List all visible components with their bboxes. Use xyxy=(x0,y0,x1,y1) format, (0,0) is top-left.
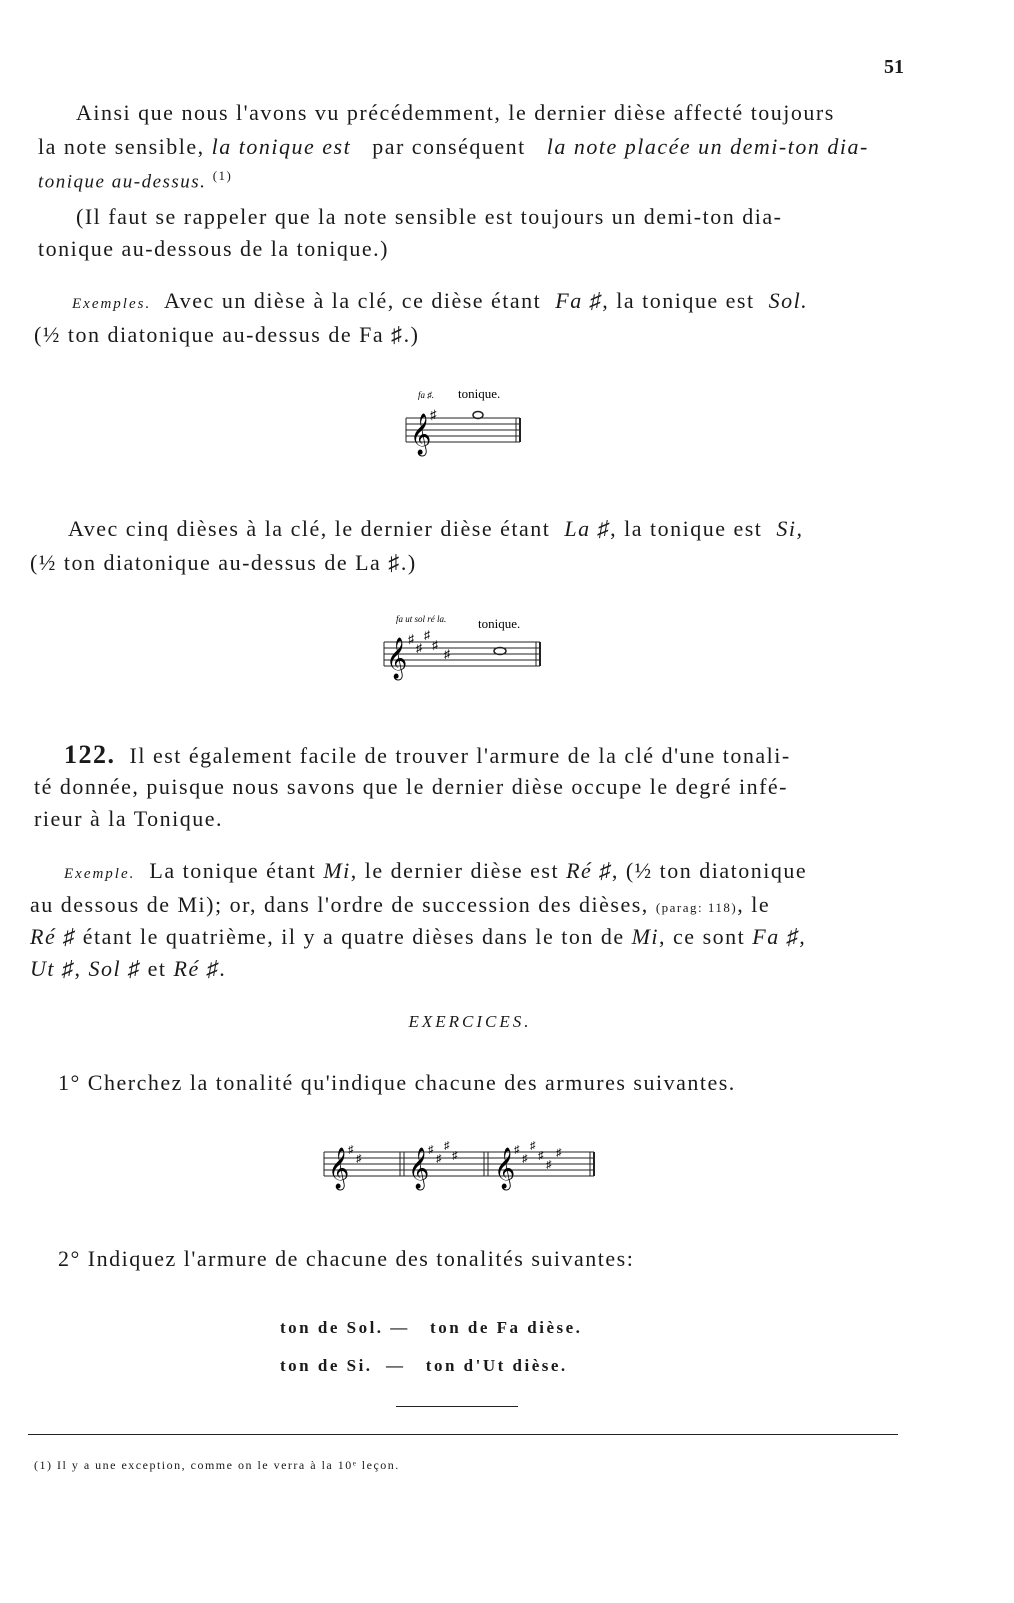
key-exercise-row: ton de Sol. — ton de Fa dièse. xyxy=(280,1318,583,1337)
tonic-label: tonique. xyxy=(478,616,521,631)
treble-clef-icon: 𝄞 xyxy=(408,1148,430,1188)
example-label: Exemple. xyxy=(64,866,136,882)
key-exercise-row: ton de Si. — ton d'Ut dièse. xyxy=(280,1356,568,1375)
sharp-icon: ♯ xyxy=(432,638,438,652)
example-label: Exemples. xyxy=(72,296,152,312)
music-staff-example-2 xyxy=(378,608,548,688)
sharp-icon: ♯ xyxy=(424,628,430,642)
sharp-icon: ♯ xyxy=(444,1140,450,1152)
text-line: tonique au-dessus. $^{(1)}$ xyxy=(38,168,233,193)
sharp-icon: ♯ xyxy=(408,632,414,646)
sharp-icon: ♯ xyxy=(444,647,450,661)
footnote: (1) Il y a une exception, comme on le verra à la 10ᵉ leçon. xyxy=(34,1458,400,1472)
footnote-ref: (1) xyxy=(212,168,233,183)
text-line: la note sensible, la tonique est par conséquent la note placée un demi-ton dia- xyxy=(38,134,869,159)
text-line: Ré ♯ étant le quatrième, il y a quatre dièses dans le ton de Mi, ce sont Fa ♯, xyxy=(30,924,807,949)
text-line: (Il faut se rappeler que la note sensible est toujours un demi-ton dia- xyxy=(76,204,783,229)
exercises-heading: EXERCICES. xyxy=(408,1012,532,1031)
sharp-icon: ♯ xyxy=(522,1153,528,1165)
key-signatures-staff xyxy=(318,1134,598,1198)
text-line: Ainsi que nous l'avons vu précédemment, le dernier dièse affecté toujours xyxy=(76,100,835,125)
sharp-icon: ♯ xyxy=(430,407,437,422)
treble-clef-icon: 𝄞 xyxy=(386,638,408,678)
note-label: fa ♯. xyxy=(418,390,435,400)
tonic-label: tonique. xyxy=(458,386,501,401)
section-divider xyxy=(396,1406,518,1407)
sharp-icon: ♯ xyxy=(428,1144,434,1156)
text-line: té donnée, puisque nous savons que le dernier dièse occupe le degré infé- xyxy=(34,774,788,799)
text-line: tonique au-dessous de la tonique.) xyxy=(38,236,389,261)
exercise-question-1: 1° Cherchez la tonalité qu'indique chacune des armures suivantes. xyxy=(58,1070,736,1095)
sharp-icon: ♯ xyxy=(348,1144,354,1156)
whole-note-icon xyxy=(473,412,483,419)
treble-clef-icon: 𝄞 xyxy=(494,1148,516,1188)
sharp-icon: ♯ xyxy=(530,1140,536,1152)
paragraph-number: 122. xyxy=(64,740,116,769)
sharp-icon: ♯ xyxy=(416,641,422,655)
sharp-icon: ♯ xyxy=(356,1153,362,1165)
sharp-icon: ♯ xyxy=(538,1150,544,1162)
text-line: Exemples. Avec un dièse à la clé, ce dièse étant Fa ♯, la tonique est Sol. xyxy=(72,288,809,313)
whole-note-icon xyxy=(494,648,506,655)
exercise-question-2: 2° Indiquez l'armure de chacune des tonalités suivantes: xyxy=(58,1246,635,1271)
sharp-icon: ♯ xyxy=(514,1144,520,1156)
sharp-icon: ♯ xyxy=(546,1159,552,1171)
music-staff-example-1 xyxy=(400,382,530,462)
note-label: fa ut sol ré la. xyxy=(396,614,447,624)
text-line: rieur à la Tonique. xyxy=(34,806,224,831)
treble-clef-icon: 𝄞 xyxy=(410,414,432,454)
text-line: Avec cinq dièses à la clé, le dernier dièse étant La ♯, la tonique est Si, xyxy=(68,516,804,541)
text-line: Exemple. La tonique étant Mi, le dernier dièse est Ré ♯, (½ ton diatonique xyxy=(64,858,808,883)
treble-clef-icon: 𝄞 xyxy=(328,1148,350,1188)
text-line: (½ ton diatonique au-dessus de La ♯.) xyxy=(30,550,417,575)
page-number: 51 xyxy=(884,56,904,78)
text-line: au dessous de Mi); or, dans l'ordre de succession des dièses, (parag: 118), le xyxy=(30,892,771,917)
text-line: (½ ton diatonique au-dessus de Fa ♯.) xyxy=(34,322,420,347)
text-line: 122. Il est également facile de trouver l'armure de la clé d'une tonali- xyxy=(64,740,791,769)
sharp-icon: ♯ xyxy=(436,1153,442,1165)
text-line: Ut ♯, Sol ♯ et Ré ♯. xyxy=(30,956,227,981)
sharp-icon: ♯ xyxy=(556,1147,562,1159)
footnote-rule xyxy=(28,1434,898,1435)
sharp-icon: ♯ xyxy=(452,1150,458,1162)
